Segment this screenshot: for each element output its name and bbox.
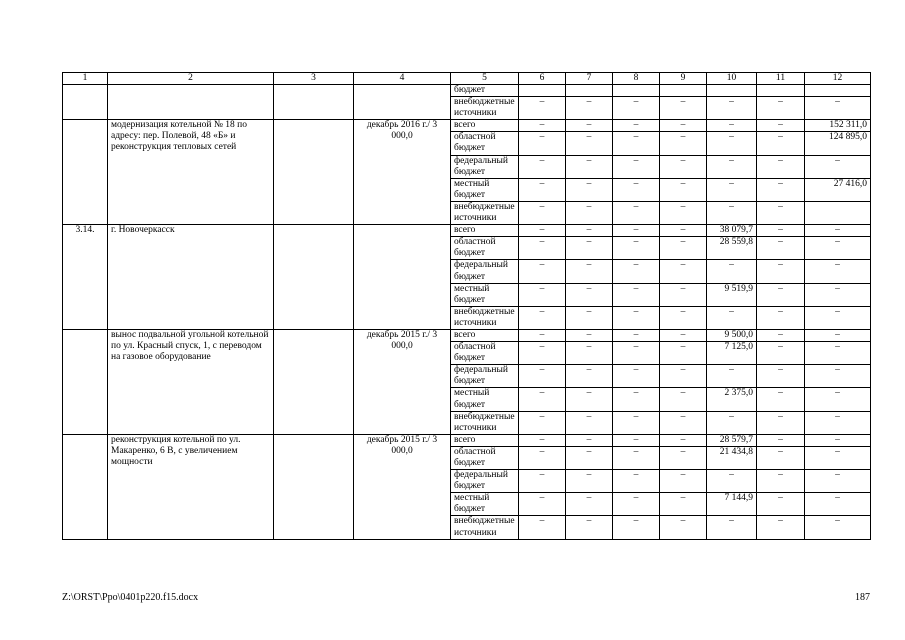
cell-value: – (566, 434, 613, 446)
cell-source: областной бюджет (451, 237, 519, 260)
cell-value: – (660, 155, 707, 178)
cell-value: – (566, 260, 613, 283)
column-header: 7 (566, 73, 613, 85)
cell-value: – (566, 283, 613, 306)
page-number: 187 (855, 592, 870, 603)
cell-value: 7 125,0 (707, 342, 757, 365)
cell-value: – (707, 365, 757, 388)
cell-value: 21 434,8 (707, 446, 757, 469)
cell-value: – (519, 155, 566, 178)
cell-value: 38 079,7 (707, 225, 757, 237)
cell-value (566, 85, 613, 97)
cell-value: – (707, 97, 757, 120)
cell-value: – (707, 411, 757, 434)
cell-value: – (566, 516, 613, 539)
table-row (63, 120, 871, 132)
cell-value: 9 500,0 (707, 329, 757, 341)
cell-value: – (613, 493, 660, 516)
column-header: 8 (613, 73, 660, 85)
cell-number (63, 120, 108, 225)
cell-source: областной бюджет (451, 446, 519, 469)
cell-value: – (757, 365, 805, 388)
column-header: 5 (451, 73, 519, 85)
cell-value: – (566, 342, 613, 365)
cell-value: – (613, 155, 660, 178)
cell-value: – (757, 178, 805, 201)
cell-value: – (707, 260, 757, 283)
cell-name: вынос подвальной угольной котельной по ул. Красный спуск, 1, с переводом на газовое оборудование (108, 329, 274, 434)
cell-value: – (660, 342, 707, 365)
cell-name: г. Новочеркасск (108, 225, 274, 330)
cell-value: – (660, 493, 707, 516)
cell-value: – (757, 283, 805, 306)
column-header: 2 (108, 73, 274, 85)
column-header: 9 (660, 73, 707, 85)
cell-value: 9 519,9 (707, 283, 757, 306)
cell-value: – (805, 237, 871, 260)
cell-value: – (660, 470, 707, 493)
cell-value (805, 85, 871, 97)
cell-value: – (660, 446, 707, 469)
cell-value: – (566, 306, 613, 329)
cell-value: – (757, 329, 805, 341)
cell-value: – (566, 120, 613, 132)
cell-source: внебюджетные источники (451, 97, 519, 120)
cell-col3 (274, 120, 354, 225)
cell-source: местный бюджет (451, 283, 519, 306)
cell-source: местный бюджет (451, 493, 519, 516)
cell-source: областной бюджет (451, 132, 519, 155)
cell-deadline (354, 225, 451, 330)
cell-value: – (519, 342, 566, 365)
cell-name (108, 85, 274, 120)
cell-value: – (566, 388, 613, 411)
cell-deadline: декабрь 2015 г./ 3 000,0 (354, 329, 451, 434)
column-header: 12 (805, 73, 871, 85)
cell-value: – (566, 178, 613, 201)
cell-value: – (613, 434, 660, 446)
cell-value: – (805, 411, 871, 434)
cell-source: федеральный бюджет (451, 260, 519, 283)
cell-value: – (757, 155, 805, 178)
cell-value: – (707, 155, 757, 178)
cell-value: – (613, 306, 660, 329)
cell-value: – (757, 493, 805, 516)
cell-value: – (805, 155, 871, 178)
cell-deadline: декабрь 2016 г./ 3 000,0 (354, 120, 451, 225)
cell-value: – (757, 470, 805, 493)
cell-value: – (707, 306, 757, 329)
cell-value: – (757, 342, 805, 365)
cell-value: – (757, 516, 805, 539)
cell-value: – (613, 446, 660, 469)
cell-value: – (519, 470, 566, 493)
cell-value: – (660, 178, 707, 201)
cell-value: – (660, 516, 707, 539)
table-body (63, 73, 871, 540)
cell-value (757, 85, 805, 97)
cell-value: – (757, 225, 805, 237)
cell-value: – (613, 283, 660, 306)
cell-value: – (519, 201, 566, 224)
cell-value: – (757, 388, 805, 411)
cell-value: 152 311,0 (805, 120, 871, 132)
cell-value: – (660, 237, 707, 260)
cell-value: – (566, 201, 613, 224)
cell-value: – (805, 434, 871, 446)
cell-value: – (519, 365, 566, 388)
cell-source: местный бюджет (451, 388, 519, 411)
table-row (63, 329, 871, 341)
cell-value: – (805, 97, 871, 120)
cell-value: – (613, 329, 660, 341)
table-row (63, 85, 871, 97)
cell-value: – (805, 225, 871, 237)
cell-value: – (757, 237, 805, 260)
cell-value: – (660, 97, 707, 120)
cell-value: – (566, 132, 613, 155)
cell-value: – (757, 411, 805, 434)
cell-value: – (805, 342, 871, 365)
cell-value: – (757, 120, 805, 132)
cell-source: всего (451, 225, 519, 237)
cell-source: федеральный бюджет (451, 470, 519, 493)
cell-value: – (660, 260, 707, 283)
cell-value (707, 85, 757, 97)
cell-value: – (757, 260, 805, 283)
cell-col3 (274, 85, 354, 120)
cell-value: – (613, 237, 660, 260)
cell-value: – (757, 446, 805, 469)
cell-value: – (566, 446, 613, 469)
cell-value: – (707, 132, 757, 155)
cell-value: – (519, 178, 566, 201)
cell-source: всего (451, 120, 519, 132)
cell-value: 27 416,0 (805, 178, 871, 201)
cell-value: – (566, 225, 613, 237)
cell-value: – (566, 411, 613, 434)
cell-value: – (519, 516, 566, 539)
cell-number: 3.14. (63, 225, 108, 330)
column-header: 1 (63, 73, 108, 85)
cell-value: – (757, 306, 805, 329)
cell-value: – (519, 237, 566, 260)
cell-number (63, 85, 108, 120)
column-header: 3 (274, 73, 354, 85)
cell-value: – (660, 283, 707, 306)
cell-value: – (519, 446, 566, 469)
cell-value: – (519, 120, 566, 132)
cell-source: бюджет (451, 85, 519, 97)
cell-value: – (707, 470, 757, 493)
cell-value: – (805, 329, 871, 341)
cell-value: – (757, 132, 805, 155)
cell-value: – (707, 178, 757, 201)
footer-file-path: Z:\ORST\Ppo\0401p220.f15.docx (62, 592, 199, 603)
cell-col3 (274, 329, 354, 434)
column-header: 11 (757, 73, 805, 85)
cell-value: – (613, 470, 660, 493)
cell-value: – (707, 120, 757, 132)
cell-value: – (519, 225, 566, 237)
cell-value: – (805, 365, 871, 388)
cell-value: – (519, 260, 566, 283)
cell-value: – (660, 306, 707, 329)
cell-value: – (519, 329, 566, 341)
cell-number (63, 434, 108, 539)
cell-value: – (613, 120, 660, 132)
cell-value: – (519, 411, 566, 434)
cell-value: – (660, 329, 707, 341)
cell-col3 (274, 225, 354, 330)
cell-value: – (519, 97, 566, 120)
cell-value: – (757, 201, 805, 224)
cell-value: – (613, 342, 660, 365)
cell-source: местный бюджет (451, 178, 519, 201)
cell-value: – (519, 132, 566, 155)
cell-value: – (519, 493, 566, 516)
cell-value: – (566, 365, 613, 388)
cell-name: реконструкция котельной по ул. Макаренко, 6 В, с увеличением мощности (108, 434, 274, 539)
cell-value (805, 201, 871, 224)
cell-value: – (613, 365, 660, 388)
cell-source: внебюджетные источники (451, 306, 519, 329)
cell-value: 28 579,7 (707, 434, 757, 446)
cell-value: – (613, 411, 660, 434)
cell-value: – (566, 97, 613, 120)
cell-source: федеральный бюджет (451, 155, 519, 178)
cell-value: – (805, 516, 871, 539)
cell-value: – (566, 329, 613, 341)
cell-value: 7 144,9 (707, 493, 757, 516)
cell-value: – (613, 388, 660, 411)
table-row (63, 434, 871, 446)
budget-table (62, 72, 871, 540)
cell-value: – (660, 411, 707, 434)
column-header: 10 (707, 73, 757, 85)
cell-value: – (613, 516, 660, 539)
cell-value: – (613, 97, 660, 120)
cell-value: – (660, 388, 707, 411)
cell-source: внебюджетные источники (451, 516, 519, 539)
cell-value: – (805, 306, 871, 329)
cell-value: – (613, 201, 660, 224)
cell-number (63, 329, 108, 434)
cell-source: внебюджетные источники (451, 201, 519, 224)
cell-value: – (519, 388, 566, 411)
cell-value (660, 85, 707, 97)
cell-value: – (519, 283, 566, 306)
cell-value: – (805, 388, 871, 411)
cell-deadline: декабрь 2015 г./ 3 000,0 (354, 434, 451, 539)
cell-value: – (519, 306, 566, 329)
cell-value: – (660, 201, 707, 224)
column-header: 4 (354, 73, 451, 85)
cell-value: – (519, 434, 566, 446)
cell-value: – (805, 470, 871, 493)
cell-source: внебюджетные источники (451, 411, 519, 434)
cell-value: 124 895,0 (805, 132, 871, 155)
cell-value: – (660, 225, 707, 237)
cell-value: – (757, 434, 805, 446)
header-row (63, 73, 871, 85)
cell-value: – (566, 470, 613, 493)
cell-value: – (805, 446, 871, 469)
cell-name: модернизация котельной № 18 по адресу: пер. Полевой, 48 «Б» и реконструкция тепловых сетей (108, 120, 274, 225)
cell-value: – (805, 493, 871, 516)
cell-source: федеральный бюджет (451, 365, 519, 388)
cell-value: – (757, 97, 805, 120)
cell-value: 2 375,0 (707, 388, 757, 411)
cell-value: – (613, 260, 660, 283)
cell-value: 28 559,8 (707, 237, 757, 260)
cell-source: всего (451, 329, 519, 341)
cell-value: – (613, 178, 660, 201)
cell-value (519, 85, 566, 97)
cell-value: – (660, 120, 707, 132)
cell-value: – (566, 155, 613, 178)
cell-value: – (566, 237, 613, 260)
cell-value: – (660, 132, 707, 155)
cell-source: всего (451, 434, 519, 446)
cell-col3 (274, 434, 354, 539)
cell-deadline (354, 85, 451, 120)
cell-value (613, 85, 660, 97)
cell-value: – (566, 493, 613, 516)
cell-value: – (613, 225, 660, 237)
cell-value: – (707, 516, 757, 539)
cell-value: – (660, 365, 707, 388)
cell-source: областной бюджет (451, 342, 519, 365)
cell-value: – (707, 201, 757, 224)
cell-value: – (660, 434, 707, 446)
cell-value: – (805, 260, 871, 283)
cell-value: – (613, 132, 660, 155)
table-row (63, 225, 871, 237)
cell-value: – (805, 283, 871, 306)
column-header: 6 (519, 73, 566, 85)
